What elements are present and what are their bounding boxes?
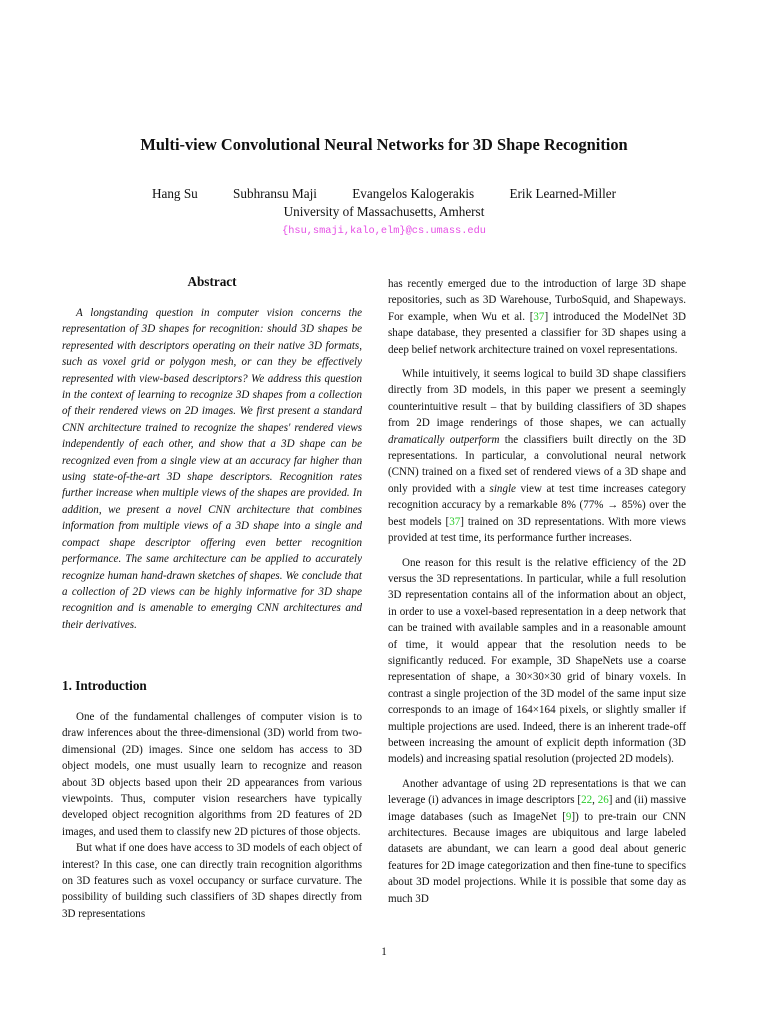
abstract-heading: Abstract <box>187 274 237 289</box>
author-name: Subhransu Maji <box>233 186 317 201</box>
paragraph: But what if one does have access to 3D models of each object of interest? In this case, one can directly train recognition algorithms on 3D features such as voxel occupancy or surface curvature. The possibility of building such classifiers of 3D shapes directly from 3D representations <box>62 842 362 920</box>
text-span: ] trained on 3D representations. With more views provided at test time, its performance further increases. <box>388 515 686 545</box>
text-span: ] and (ii) massive image databases (such as ImageNet [ <box>388 794 687 823</box>
paragraph: One reason for this result is the relative efficiency of the 2D versus the 3D representations. In particular, while a full resolution 3D representation contains all of the information about an object, in order to use a voxel-based representation in a deep network that can be trained with available samples and in a reasonable amount of time, it would appear that the resolution needs to be significantly reduced. For example, 3D ShapeNets use a coarse representation of shape, a 30×30×30 grid of binary voxels. In contrast a single projection of the 3D model of the same input size corresponds to an image of 164×164 pixels, or slightly smaller if multiple projections are used. Indeed, there is an inherent trade-off between increasing the amount of explicit depth information (3D models) and increasing spatial resolution (projected 2D models). <box>388 556 686 766</box>
paragraph: One of the fundamental challenges of computer vision is to draw inferences about the three-dimensional (3D) world from two-dimensional (2D) images. Since one seldom has access to 3D object models, one must usually learn to recognize and reason about 3D objects based upon their 2D appearances from various viewpoints. Thus, computer vision researchers have typically developed object recognition algorithms from 2D features of 2D images, and used them to classify new 2D pictures of those objects. <box>62 711 362 838</box>
text-span: , <box>592 794 598 807</box>
page-number: 1 <box>381 946 387 958</box>
author-name: Hang Su <box>151 186 198 201</box>
abstract-text: A longstanding question in computer vision concerns the representation of 3D shapes for recognition: should 3D shapes be represented with descriptors operating on their native 3D formats, such as voxel grid or polygon mesh, or can they be effectively represented with view-based descriptors? We address this question in the context of learning to recognize 3D shapes from a collection of their rendered views on 2D images. We first present a standard CNN architecture trained to recognize the shapes' rendered views independently of each other, and show that a 3D shape can be recognized even from a single view at an accuracy far higher than using state-of-the-art 3D shape descriptors. Recognition rates further increase when multiple views of the shapes are provided. In addition, we present a novel CNN architecture that combines information from multiple views of a 3D shape into a single and compact shape descriptor offering even better recognition performance. The same architecture can be applied to accurately recognize human hand-drawn sketches of shapes. We conclude that a collection of 2D views can be highly informative for 3D shape recognition and is amenable to emerging CNN architectures and their derivatives. <box>62 307 362 631</box>
paragraph <box>388 276 686 358</box>
paragraph <box>388 366 686 546</box>
author-list <box>0 186 768 202</box>
author-name: Evangelos Kalogerakis <box>352 186 475 201</box>
section-heading-introduction: 1. Introduction <box>62 678 147 693</box>
right-column-body <box>388 276 686 907</box>
text-span: view at test time increases category recognition accuracy by a remarkable 8% (77% → 85%) over the best models [ <box>388 482 686 528</box>
paper-title: Multi-view Convolutional Neural Networks for 3D Shape Recognition <box>140 135 628 154</box>
text-span: has recently emerged due to the introduction of large 3D shape repositories, such as 3D Warehouse, TurboSquid, and Shapeways. For example, when Wu et al. [ <box>388 278 686 323</box>
text-span: Another advantage of using 2D representations is that we can leverage (i) advances in image descriptors [ <box>388 777 686 807</box>
text-span: While intuitively, it seems logical to build 3D shape classifiers directly from 3D models, in this paper we present a seemingly counterintuitive result – that by building classifiers of 3D shapes from 2D image renderings of those shapes, we can actually <box>388 368 686 430</box>
text-span: ]) to pre-train our CNN architectures. Because images are ubiquitous and large labeled datasets are abundant, we can learn a good deal about generic features for 2D image categorization and then fine-tune to specifics about 3D model projections. While it is possible that some day as much 3D <box>388 810 686 905</box>
citation-link[interactable]: 37 <box>533 310 545 323</box>
emphasis-text: dramatically outperform <box>388 433 500 446</box>
author-name: Erik Learned-Miller <box>509 186 617 201</box>
text-span: the classifiers built directly on the 3D representations. In particular, a convolutional neural network (CNN) trained on a fixed set of rendered views of a 3D shape and only provided with a <box>388 433 686 495</box>
paragraph <box>388 776 686 907</box>
citation-link[interactable]: 26 <box>597 794 609 807</box>
introduction-body <box>62 709 362 922</box>
citation-link[interactable]: 22 <box>581 794 593 807</box>
text-span: ] introduced the ModelNet 3D shape database, they presented a classifier for 3D shapes using a deep belief network architecture trained on voxel representations. <box>388 310 686 356</box>
citation-link[interactable]: 9 <box>565 810 572 823</box>
affiliation: University of Massachusetts, Amherst <box>283 204 485 219</box>
citation-link[interactable]: 37 <box>449 515 461 528</box>
emphasis-text: single <box>489 482 516 495</box>
author-email[interactable]: {hsu,smaji,kalo,elm}@cs.umass.edu <box>282 225 486 237</box>
